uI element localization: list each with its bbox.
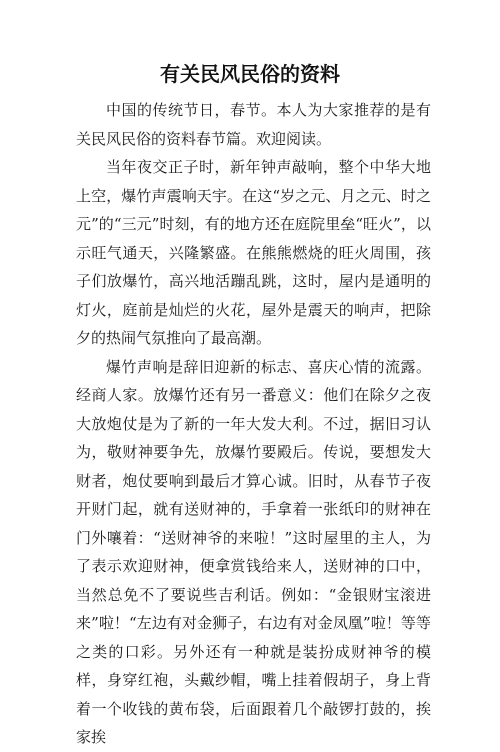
paragraph-intro: 中国的传统节日，春节。本人为大家推荐的是有关民风民俗的资料春节篇。欢迎阅读。 [76, 101, 431, 148]
paragraph-new-year-eve: 当年夜交正子时，新年钟声敲响，整个中华大地上空，爆竹声震响天宇。在这“岁之元、月之元、时之元”的“三元”时刻，有的地方还在庭院里垒“旺火”，以示旺气通天，兴隆繁盛。在熊熊燃烧的旺火周围，孩子们放爆竹，高兴地活蹦乱跳，这时，屋内是通明的灯火，庭前是灿烂的火花，屋外是震天的响声，把除夕的热闹气氛推向了最高潮。 [76, 158, 431, 347]
document-body [76, 96, 431, 752]
document-title: 有关民风民俗的资料 [160, 62, 340, 86]
paragraph-firecrackers: 爆竹声响是辞旧迎新的标志、喜庆心情的流露。经商人家。放爆竹还有另一番意义：他们在除夕之夜大放炮仗是为了新的一年大发大利。不过，据旧习认为，敬财神要争先，放爆竹要殿后。传说，要想发大财者，炮仗要响到最后才算心诚。旧时，从春节子夜开财门起，就有送财神的，手拿着一张纸印的财神在门外嚷着：“送财神爷的来啦！”这时屋里的主人，为了表示欢迎财神，便拿赏钱给来人，送财神的口中，当然总免不了要说些吉利话。例如：“金银财宝滚进来”啦！“左边有对金狮子，右边有对金凤凰”啦！等等之类的口彩。另外还有一种就是装扮成财神爷的模样，身穿红袍，头戴纱帽，嘴上挂着假胡子，身上背着一个收钱的黄布袋，后面跟着几个敲锣打鼓的，挨家挨 [76, 357, 431, 746]
